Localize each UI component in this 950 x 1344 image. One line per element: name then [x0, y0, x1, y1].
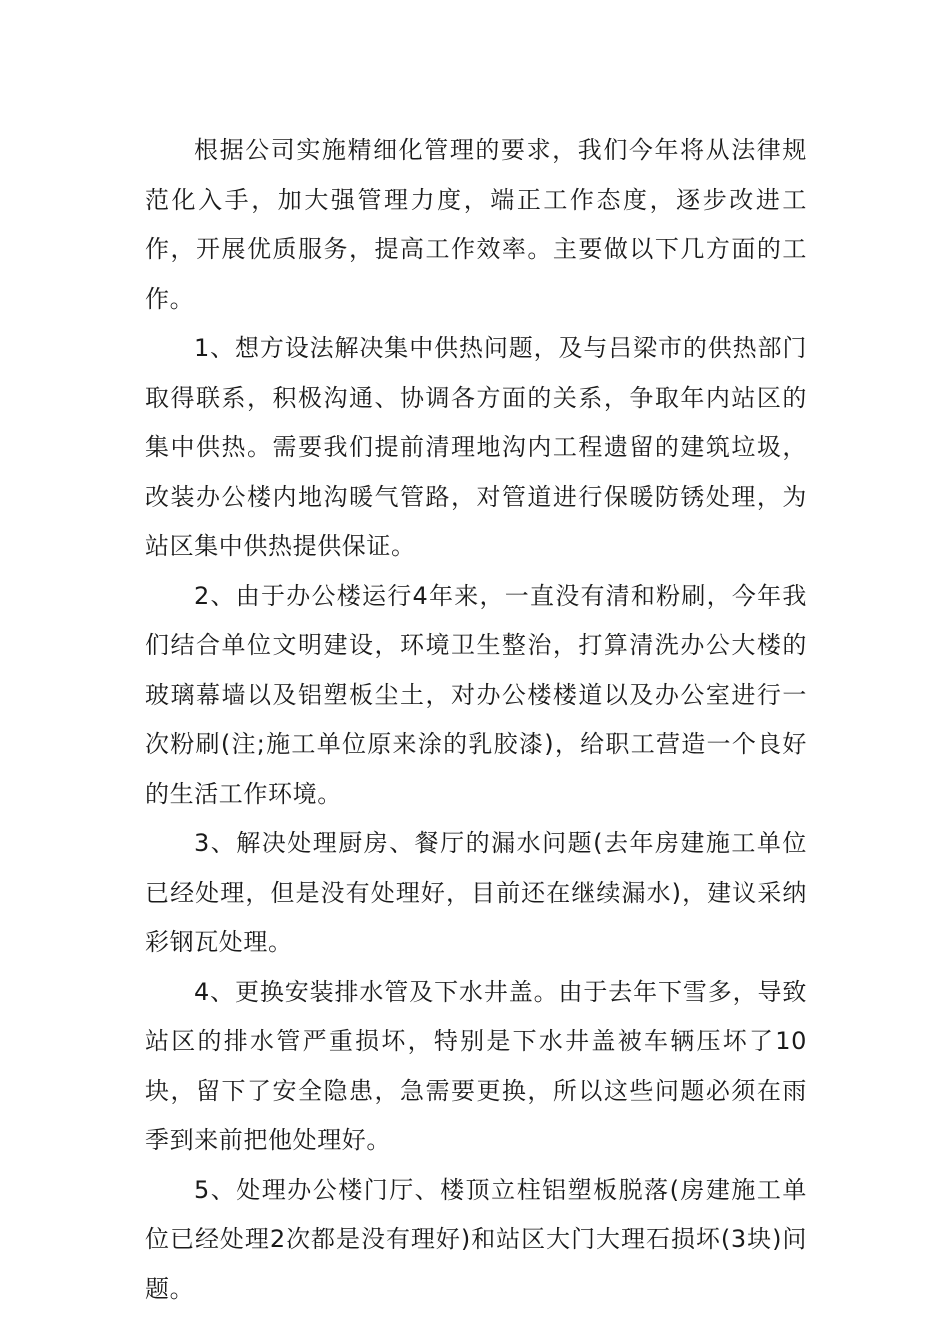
item-paragraph-2: 2、由于办公楼运行4年来，一直没有清和粉刷，今年我们结合单位文明建设，环境卫生整治，打算清洗办公大楼的玻璃幕墙以及铝塑板尘土，对办公楼楼道以及办公室进行一次粉刷(注;施工单位原来涂的乳胶漆)，给职工营造一个良好的生活工作环境。 — [145, 581, 807, 808]
intro-paragraph: 根据公司实施精细化管理的要求，我们今年将从法律规范化入手，加大强管理力度，端正工作态度，逐步改进工作，开展优质服务，提高工作效率。主要做以下几方面的工作。 — [145, 136, 807, 313]
item-paragraph-4: 4、更换安装排水管及下水井盖。由于去年下雪多，导致站区的排水管严重损坏，特别是下水井盖被车辆压坏了10块，留下了安全隐患，急需要更换，所以这些问题必须在雨季到来前把他处理好。 — [145, 977, 807, 1154]
item-paragraph-5: 5、处理办公楼门厅、楼顶立柱铝塑板脱落(房建施工单位已经处理2次都是没有理好)和站区大门大理石损坏(3块)问题。 — [145, 1175, 807, 1303]
item-paragraph-3: 3、解决处理厨房、餐厅的漏水问题(去年房建施工单位已经处理，但是没有处理好，目前还在继续漏水)，建议采纳彩钢瓦处理。 — [145, 829, 807, 956]
item-paragraph-1: 1、想方设法解决集中供热问题，及与吕梁市的供热部门取得联系，积极沟通、协调各方面的关系，争取年内站区的集中供热。需要我们提前清理地沟内工程遗留的建筑垃圾，改装办公楼内地沟暖气管路，对管道进行保暖防锈处理，为站区集中供热提供保证。 — [145, 334, 807, 560]
document-body — [145, 126, 807, 1314]
